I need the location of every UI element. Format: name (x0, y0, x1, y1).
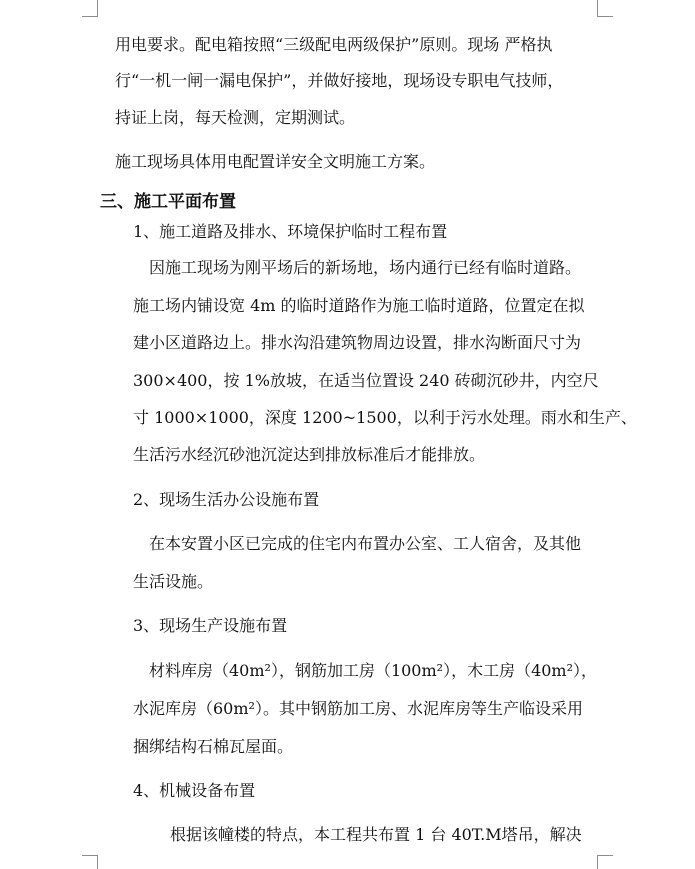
paragraph-line: 300×400，按 1%放坡，在适当位置设 240 砖砌沉砂井，内空尺 (133, 371, 599, 390)
paragraph-line: 在本安置小区已完成的住宅内布置办公室、工人宿舍，及其他 (149, 534, 582, 553)
crop-mark-top-left-vertical (97, 0, 98, 16)
paragraph-line: 建小区道路边上。排水沟沿建筑物周边设置，排水沟断面尺寸为 (133, 333, 582, 352)
paragraph-line: 生活设施。 (133, 572, 214, 591)
subsection-heading: 2、现场生活办公设施布置 (133, 490, 320, 509)
subsection-heading: 4、机械设备布置 (133, 781, 256, 800)
paragraph-line: 行“一机一闸一漏电保护”，并做好接地，现场设专职电气技师， (115, 71, 564, 90)
paragraph-line: 寸 1000×1000，深度 1200~1500，以利于污水处理。雨水和生产、 (133, 408, 637, 427)
crop-mark-bottom-right-horizontal (597, 855, 613, 856)
paragraph-line: 因施工现场为刚平场后的新场地，场内通行已经有临时道路。 (149, 258, 582, 277)
section-heading: 三、施工平面布置 (100, 192, 236, 212)
paragraph-line: 施工场内铺设宽 4m 的临时道路作为施工临时道路，位置定在拟 (133, 296, 585, 315)
paragraph-line: 用电要求。配电箱按照“三级配电两级保护”原则。现场 严格执 (115, 35, 553, 54)
paragraph-line: 捆绑结构石棉瓦屋面。 (133, 737, 294, 756)
crop-mark-top-left-horizontal (82, 16, 98, 17)
paragraph-line: 材料库房（40m²），钢筋加工房（100m²），木工房（40m²）， (149, 661, 598, 680)
crop-mark-top-right-horizontal (597, 16, 613, 17)
paragraph-line: 根据该幢楼的特点，本工程共布置 1 台 40T.M塔吊，解决 (170, 825, 582, 844)
paragraph-line: 水泥库房（60m²）。其中钢筋加工房、水泥库房等生产临设采用 (133, 699, 583, 718)
crop-mark-bottom-left-vertical (97, 855, 98, 869)
paragraph-line: 持证上岗，每天检测，定期测试。 (115, 108, 356, 127)
crop-mark-bottom-left-horizontal (82, 855, 98, 856)
crop-mark-top-right-vertical (597, 0, 598, 16)
crop-mark-bottom-right-vertical (597, 855, 598, 869)
paragraph-line: 施工现场具体用电配置详安全文明施工方案。 (115, 152, 436, 171)
subsection-heading: 3、现场生产设施布置 (133, 616, 288, 635)
paragraph-line: 生活污水经沉砂池沉淀达到排放标准后才能排放。 (133, 445, 486, 464)
subsection-heading: 1、施工道路及排水、环境保护临时工程布置 (133, 222, 448, 241)
